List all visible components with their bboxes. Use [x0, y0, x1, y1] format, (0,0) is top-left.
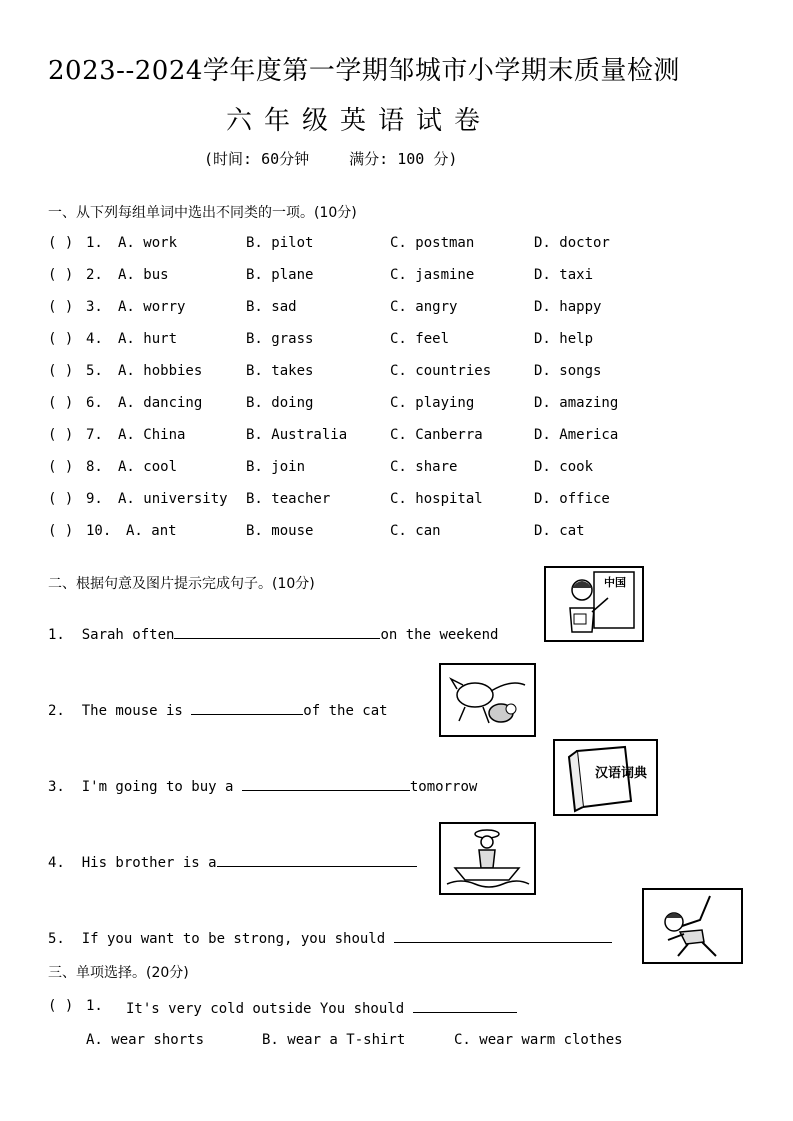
answer-blank[interactable] — [217, 852, 417, 867]
option-a: A. dancing — [118, 395, 203, 411]
part2-sentence-4 — [48, 852, 417, 871]
answer-bracket[interactable]: ( ) — [48, 299, 74, 315]
question-num: 8. — [86, 459, 103, 475]
teacher-illustration — [546, 568, 642, 640]
answer-bracket[interactable]: ( ) — [48, 998, 74, 1014]
option-d: D. amazing — [534, 395, 619, 411]
question-num: 2. — [86, 267, 103, 283]
answer-bracket[interactable]: ( ) — [48, 267, 74, 283]
option-a: A. work — [118, 235, 178, 251]
option-c: C. feel — [390, 331, 450, 347]
option-c: C. postman — [390, 235, 475, 251]
sentence-before: If you want to be strong, you should — [81, 931, 394, 947]
exam-meta — [204, 148, 497, 169]
question-num: 5. — [86, 363, 103, 379]
option-b: B. doing — [246, 395, 314, 411]
answer-bracket[interactable]: ( ) — [48, 235, 74, 251]
pic-teacher-china — [544, 566, 644, 642]
sentence-num: 2. — [48, 703, 65, 719]
answer-blank[interactable] — [242, 776, 410, 791]
option-d: D. help — [534, 331, 594, 347]
option-c: C. wear warm clothes — [454, 1032, 623, 1048]
question-text — [126, 998, 517, 1017]
question-num: 1. — [86, 998, 103, 1014]
answer-bracket[interactable]: ( ) — [48, 523, 74, 539]
option-c: C. angry — [390, 299, 458, 315]
option-c: C. playing — [390, 395, 475, 411]
part3-heading: 三、单项选择。(20分) — [48, 965, 189, 981]
exercise-illustration — [644, 890, 741, 962]
option-b: B. grass — [246, 331, 314, 347]
pic-fisherman — [439, 822, 536, 895]
pic-exercise — [642, 888, 743, 964]
option-c: C. jasmine — [390, 267, 475, 283]
option-a: A. wear shorts — [86, 1032, 205, 1048]
sentence-num: 5. — [48, 931, 65, 947]
sentence-before: Sarah often — [81, 627, 175, 643]
sentence-num: 3. — [48, 779, 65, 795]
option-b: B. takes — [246, 363, 314, 379]
option-b: B. sad — [246, 299, 297, 315]
question-num: 4. — [86, 331, 103, 347]
answer-blank[interactable] — [394, 928, 612, 943]
part1-heading: 一、从下列每组单词中选出不同类的一项。(10分) — [48, 205, 357, 221]
sentence-num: 4. — [48, 855, 65, 871]
option-b: B. mouse — [246, 523, 314, 539]
option-c: C. Canberra — [390, 427, 483, 443]
sentence-after: of the cat — [303, 703, 388, 719]
option-d: D. cat — [534, 523, 585, 539]
part2-heading: 二、根据句意及图片提示完成句子。(10分) — [48, 576, 315, 592]
sentence-before: His brother is a — [81, 855, 217, 871]
answer-bracket[interactable]: ( ) — [48, 459, 74, 475]
answer-blank[interactable] — [174, 624, 380, 639]
option-b: B. pilot — [246, 235, 314, 251]
answer-bracket[interactable]: ( ) — [48, 491, 74, 507]
option-b: B. Australia — [246, 427, 348, 443]
sentence-before: The mouse is — [81, 703, 192, 719]
exam-subtitle: 六年级英语试卷 — [226, 106, 493, 136]
option-a: A. bus — [118, 267, 169, 283]
sentence-after: tomorrow — [409, 779, 478, 795]
option-a: A. China — [118, 427, 186, 443]
pic-mouse-cat — [439, 663, 536, 737]
answer-bracket[interactable]: ( ) — [48, 427, 74, 443]
option-d: D. America — [534, 427, 619, 443]
option-c: C. share — [390, 459, 458, 475]
question-num: 9. — [86, 491, 103, 507]
question-num: 1. — [86, 235, 103, 251]
option-d: D. doctor — [534, 235, 610, 251]
option-d: D. office — [534, 491, 610, 507]
option-c: C. can — [390, 523, 441, 539]
option-a: A. worry — [118, 299, 186, 315]
question-num: 10. — [86, 523, 112, 539]
option-c: C. hospital — [390, 491, 483, 507]
answer-bracket[interactable]: ( ) — [48, 363, 74, 379]
part2-sentence-3 — [48, 776, 477, 795]
sentence-num: 1. — [48, 627, 65, 643]
full-score: 满分: 100 分) — [349, 150, 458, 168]
option-b: B. plane — [246, 267, 314, 283]
sentence-before: I'm going to buy a — [81, 779, 242, 795]
answer-blank[interactable] — [191, 700, 303, 715]
question-num: 7. — [86, 427, 103, 443]
pic-label: 汉语词典 — [595, 766, 648, 781]
answer-bracket[interactable]: ( ) — [48, 395, 74, 411]
option-a: A. hurt — [118, 331, 178, 347]
option-b: B. wear a T-shirt — [262, 1032, 406, 1048]
exam-title: 2023--2024学年度第一学期邹城市小学期末质量检测 — [48, 56, 680, 86]
option-d: D. cook — [534, 459, 594, 475]
question-stem: It's very cold outside You should — [126, 1001, 413, 1017]
dictionary-illustration — [555, 741, 656, 814]
part2-sentence-2 — [48, 700, 388, 719]
mouse-cat-illustration — [441, 665, 534, 735]
part2-sentence-5 — [48, 928, 612, 947]
option-a: A. hobbies — [118, 363, 203, 379]
option-d: D. taxi — [534, 267, 594, 283]
option-a: A. university — [118, 491, 228, 507]
time-limit: (时间: 60分钟 — [204, 150, 310, 168]
option-d: D. songs — [534, 363, 602, 379]
option-d: D. happy — [534, 299, 602, 315]
pic-label: 中国 — [604, 576, 626, 589]
option-c: C. countries — [390, 363, 492, 379]
option-a: A. ant — [126, 523, 177, 539]
sentence-after: on the weekend — [380, 627, 499, 643]
answer-bracket[interactable]: ( ) — [48, 331, 74, 347]
answer-blank[interactable] — [413, 998, 517, 1013]
part2-sentence-1 — [48, 624, 498, 643]
option-b: B. teacher — [246, 491, 331, 507]
option-b: B. join — [246, 459, 306, 475]
question-num: 6. — [86, 395, 103, 411]
question-num: 3. — [86, 299, 103, 315]
fisherman-illustration — [441, 824, 534, 893]
option-a: A. cool — [118, 459, 178, 475]
pic-dictionary — [553, 739, 658, 816]
